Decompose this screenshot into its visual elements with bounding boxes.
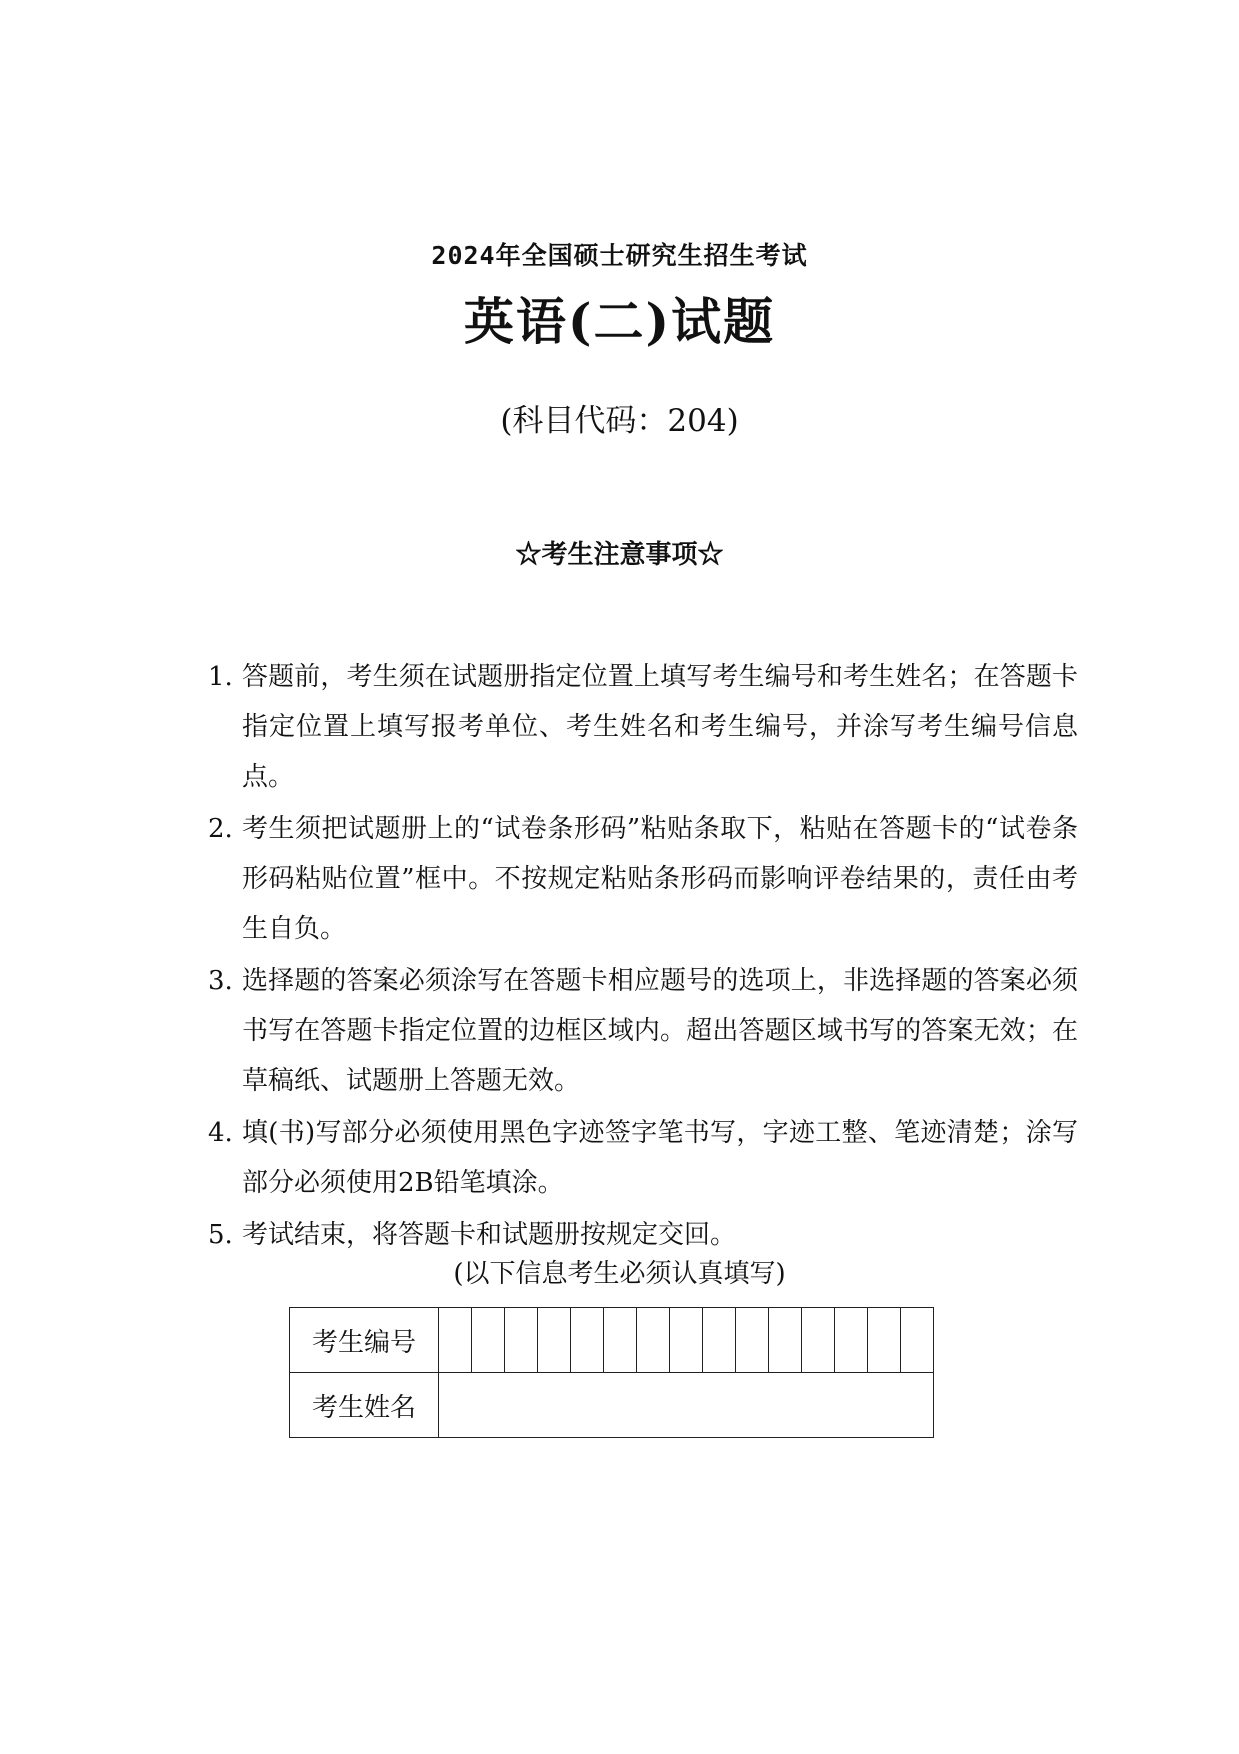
candidate-id-digit-box[interactable] — [538, 1308, 571, 1373]
candidate-id-label: 考生编号 — [290, 1308, 439, 1373]
notice-item-1 — [208, 652, 1078, 802]
notice-item-2 — [208, 804, 1078, 954]
exam-title: 2024年全国硕士研究生招生考试 — [431, 241, 808, 270]
candidate-id-digit-box[interactable] — [703, 1308, 736, 1373]
notice-item-3 — [208, 956, 1078, 1106]
candidate-id-digit-box[interactable] — [505, 1308, 538, 1373]
subject-code: (科目代码：204) — [500, 403, 739, 439]
notice-number: 5. — [208, 1220, 233, 1250]
notice-number: 1. — [208, 662, 233, 692]
candidate-id-digit-box[interactable] — [835, 1308, 868, 1373]
notice-item-4 — [208, 1108, 1078, 1208]
notice-number: 3. — [208, 966, 233, 996]
candidate-id-digit-box[interactable] — [637, 1308, 670, 1373]
notice-text: 填(书)写部分必须使用黑色字迹签字笔书写，字迹工整、笔迹清楚；涂写部分必须使用2B铅笔填涂。 — [242, 1118, 1078, 1198]
candidate-id-digit-box[interactable] — [571, 1308, 604, 1373]
fill-hint: (以下信息考生必须认真填写) — [453, 1259, 786, 1289]
candidate-id-digit-box[interactable] — [802, 1308, 835, 1373]
notice-heading: ☆考生注意事项☆ — [515, 540, 724, 570]
candidate-name-field[interactable] — [439, 1373, 934, 1438]
candidate-id-digit-box[interactable] — [439, 1308, 472, 1373]
candidate-id-digit-box[interactable] — [901, 1308, 934, 1373]
candidate-name-row — [290, 1373, 934, 1438]
notice-text: 答题前，考生须在试题册指定位置上填写考生编号和考生姓名；在答题卡指定位置上填写报考单位、考生姓名和考生编号，并涂写考生编号信息点。 — [242, 662, 1078, 792]
candidate-info-table — [289, 1307, 934, 1438]
candidate-id-digit-box[interactable] — [736, 1308, 769, 1373]
candidate-id-digit-box[interactable] — [868, 1308, 901, 1373]
notice-text: 考试结束，将答题卡和试题册按规定交回。 — [242, 1220, 737, 1250]
notice-text: 考生须把试题册上的“试卷条形码”粘贴条取下，粘贴在答题卡的“试卷条形码粘贴位置”框中。不按规定粘贴条形码而影响评卷结果的，责任由考生自负。 — [242, 814, 1078, 944]
candidate-id-digit-box[interactable] — [670, 1308, 703, 1373]
notice-text: 选择题的答案必须涂写在答题卡相应题号的选项上，非选择题的答案必须书写在答题卡指定位置的边框区域内。超出答题区域书写的答案无效；在草稿纸、试题册上答题无效。 — [242, 966, 1078, 1096]
notice-number: 4. — [208, 1118, 233, 1148]
candidate-id-digit-box[interactable] — [769, 1308, 802, 1373]
paper-title: 英语(二)试题 — [463, 292, 776, 351]
candidate-id-digit-box[interactable] — [472, 1308, 505, 1373]
candidate-id-row — [290, 1308, 934, 1373]
notice-number: 2. — [208, 814, 233, 844]
candidate-name-label: 考生姓名 — [290, 1373, 439, 1438]
candidate-id-digit-box[interactable] — [604, 1308, 637, 1373]
notice-list — [208, 652, 1078, 1262]
